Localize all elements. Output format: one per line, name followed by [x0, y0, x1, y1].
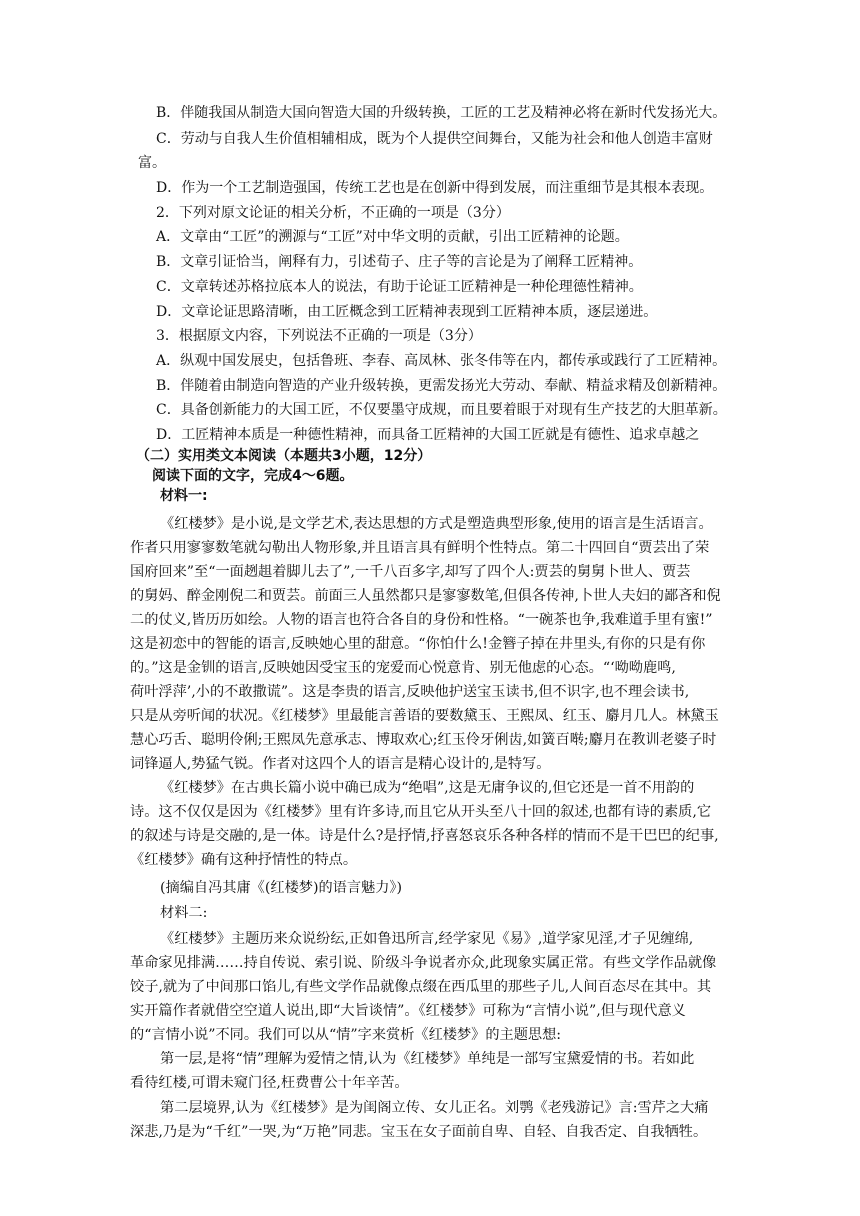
q2-option-a: A．文章由“工匠”的溯源与“工匠”对中华文明的贡献，引出工匠精神的论题。 — [156, 229, 629, 245]
material2-line: 第一层,是将“情”理解为爱情之情,认为《红楼梦》单纯是一部写宝黛爱情的书。若如此 — [160, 1051, 695, 1067]
q1-option-c: C．劳动与自我人生价值相辅相成，既为个人提供空间舞台，又能为社会和他人创造丰富财 — [156, 131, 713, 147]
material1-source: (摘编自冯其庸《(红楼梦)的语言魅力》) — [160, 880, 403, 896]
material1-line: 词锋逼人,势猛气锐。作者对这四个人的语言是精心设计的,是特写。 — [130, 756, 551, 772]
material1-line: 的叙述与诗是交融的,是一体。诗是什么?是抒情,抒喜怒哀乐各种各样的情而不是干巴巴的纪事, — [130, 828, 719, 844]
material1-line: 的。”这是金钏的语言,反映她因受宝玉的宠爱而心悦意肯、别无他虑的心态。“‘呦呦鹿鸣, — [130, 660, 676, 676]
material2-line: 第二层境界,认为《红楼梦》是为闺阁立传、女儿正名。刘鹗《老残游记》言:雪芹之大痛 — [160, 1100, 709, 1116]
q2-option-c: C．文章转述苏格拉底本人的说法，有助于论证工匠精神是一种伦理德性精神。 — [156, 279, 643, 295]
q1-option-c-continued: 富。 — [138, 155, 166, 171]
material1-label: 材料一: — [160, 488, 208, 504]
material1-line: 慧心巧舌、聪明伶俐;王熙凤先意承志、博取欢心;红玉伶牙俐齿,如簧百啭;麝月在教训老婆子时 — [130, 732, 717, 748]
q2-stem: 2．下列对原文论证的相关分析，不正确的一项是（3分） — [156, 205, 510, 221]
material1-line: 《红楼梦》在古典长篇小说中确已成为“绝唱”,这是无庸争议的,但它还是一首不用韵的 — [160, 780, 695, 796]
material2-line: 饺子,就为了中间那口馅儿,有些文学作品就像点缀在西瓜里的那些子儿,人间百态尽在其中。其 — [130, 979, 712, 995]
material1-line: 诗。这不仅仅是因为《红楼梦》里有许多诗,而且它从开头至八十回的叙述,也都有诗的素质,它 — [130, 804, 712, 820]
q3-stem: 3．根据原文内容，下列说法不正确的一项是（3分） — [156, 328, 482, 344]
q2-option-d: D．文章论证思路清晰，由工匠概念到工匠精神表现到工匠精神本质，逐层递进。 — [156, 304, 658, 320]
section-title: （二）实用类文本阅读（本题共3小题，12分） — [136, 448, 432, 464]
material1-line: 作者只用寥寥数笔就勾勒出人物形象,并且语言具有鲜明个性特点。第二十四回自“贾芸出了荣 — [130, 540, 710, 556]
material2-line: 革命家见排满……持自传说、索引说、阶级斗争说者亦众,此现象实属正常。有些文学作品就像 — [130, 955, 717, 971]
material1-line: 的舅妈、醉金刚倪二和贾芸。前面三人虽然都只是寥寥数笔,但俱各传神,卜世人夫妇的鄙吝和倪 — [130, 588, 721, 604]
material2-line: 深悲,乃是为“千红”一哭,为“万艳”同悲。宝玉在女子面前自卑、自轻、自我否定、自我牺牲。 — [130, 1124, 708, 1140]
q3-option-c: C．具备创新能力的大国工匠，不仅要墨守成规，而且要着眼于对现有生产技艺的大胆革新。 — [156, 402, 727, 418]
material2-line: 《红楼梦》主题历来众说纷纭,正如鲁迅所言,经学家见《易》,道学家见淫,才子见缠绵, — [160, 931, 694, 947]
section-instruction: 阅读下面的文字，完成4～6题。 — [152, 468, 354, 484]
q3-option-a: A．纵观中国发展史，包括鲁班、李春、高凤林、张冬伟等在内，都传承或践行了工匠精神。 — [156, 353, 727, 369]
material1-line: 国府回来”至“一面趔趄着脚儿去了”,一千八百多字,却写了四个人:贾芸的舅舅卜世人、贾芸 — [130, 564, 691, 580]
q1-option-d: D．作为一个工艺制造强国，传统工艺也是在创新中得到发展，而注重细节是其根本表现。 — [156, 180, 714, 196]
material2-label: 材料二: — [160, 905, 208, 921]
material1-line: 《红楼梦》是小说,是文学艺术,表达思想的方式是塑造典型形象,使用的语言是生活语言。 — [160, 516, 713, 532]
q2-option-b: B．文章引证恰当，阐释有力，引述荀子、庄子等的言论是为了阐释工匠精神。 — [156, 254, 643, 270]
material1-line: 二的仗义,皆历历如绘。人物的语言也符合各自的身份和性格。“一碗茶也争,我难道手里有蜜!” — [130, 612, 713, 628]
material2-line: 看待红楼,可谓未窥门径,枉费曹公十年辛苦。 — [130, 1075, 409, 1091]
q3-option-b: B．伴随着由制造向智造的产业升级转换，更需发扬光大劳动、奉献、精益求精及创新精神。 — [156, 378, 727, 394]
material2-line: 实开篇作者就借空空道人说出,即“大旨谈情”。《红楼梦》可称为“言情小说”,但与现代意义 — [130, 1003, 686, 1019]
q1-option-b: B．伴随我国从制造大国向智造大国的升级转换，工匠的工艺及精神必将在新时代发扬光大。 — [156, 105, 727, 121]
material1-line: 只是从旁听闻的状况。《红楼梦》里最能言善语的要数黛玉、王熙凤、红玉、麝月几人。林黛玉 — [130, 708, 719, 724]
material1-line: 荷叶浮萍’,小的不敢撒谎”。这是李贵的语言,反映他护送宝玉读书,但不识字,也不理会读书, — [130, 684, 690, 700]
q3-option-d: D．工匠精神本质是一种德性精神，而具备工匠精神的大国工匠就是有德性、追求卓越之 — [156, 427, 700, 443]
material1-line: 《红楼梦》确有这种抒情性的特点。 — [130, 852, 358, 868]
material2-line: 的“言情小说”不同。我们可以从“情”字来赏析《红楼梦》的主题思想: — [130, 1027, 562, 1043]
material1-line: 这是初恋中的智能的语言,反映她心里的甜意。“你怕什么!金簪子掉在井里头,有你的只是有你 — [130, 636, 706, 652]
